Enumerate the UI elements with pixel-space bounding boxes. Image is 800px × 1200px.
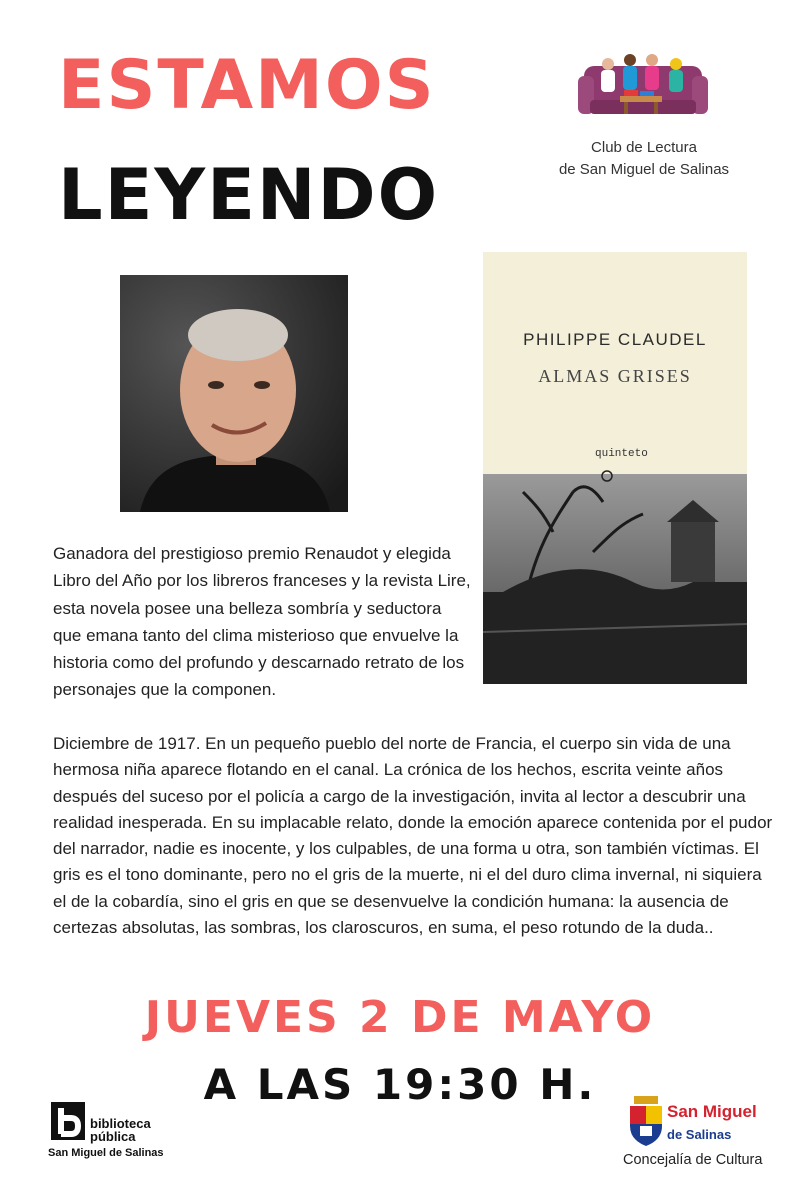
book-author: PHILIPPE CLAUDEL [523,330,707,349]
description-paragraph-2: Diciembre de 1917. En un pequeño pueblo del norte de Francia, el cuerpo sin vida de una hermosa niña aparece flotando en el canal. La crónica de los hechos, escrita veinte años después del suceso por el policía a cargo de la investigación, invita al lector a descubrir una realidad inesperada. En su implacable relato, donde la emoción aparece contenida por el pudor del narrador, nadie es inocente, y los culpables, de una forma u otra, son también víctimas. El gris es el tono dominante, pero no el gris de la muerte, ni el del duro clima invernal, ni siquiera el de la cobardía, sino el gris en que se desenvuelve la condición humana: la ausencia de certezas absolutas, las sombras, los claroscuros, en suma, el peso rotundo de la duda.. [53,734,773,938]
headline-estamos: ESTAMOS [58,46,436,125]
event-time: A LAS 19:30 H. [203,1060,597,1109]
book-cover [483,252,747,684]
council-department: Concejalía de Cultura [623,1152,763,1168]
book-title: ALMAS GRISES [538,366,692,386]
reading-club-logo [578,48,708,124]
event-date: JUEVES 2 DE MAYO [144,992,656,1043]
club-name-line1: Club de Lectura [591,139,697,156]
club-name-line2: de San Miguel de Salinas [558,161,730,178]
reading-club-sofa-icon [578,48,708,124]
coat-of-arms-icon [628,1096,664,1146]
library-town: San Miguel de Salinas [48,1147,164,1159]
library-b-icon [51,1102,85,1140]
book-publisher: quinteto [595,448,648,460]
council-name-line1: San Miguel [667,1102,757,1121]
town-council-logo [620,1094,780,1174]
author-portrait [120,275,348,512]
library-name-line1: biblioteca [90,1116,151,1131]
description-paragraph-1: Ganadora del prestigioso premio Renaudot y elegida Libro del Año por los libreros franceses y la revista Lire, esta novela posee una belleza sombría y seductora que emana tanto del clima misterioso que envuelve la historia como del profundo y descarnado retrato de los personajes que la componen. [53,544,471,700]
reading-club-name [540,137,748,181]
headline-leyendo: LEYENDO [58,154,440,236]
book-cover-landscape-photo [483,252,747,684]
council-name-line2: de Salinas [667,1127,732,1142]
library-name-line2: pública [90,1129,136,1144]
public-library-logo [48,1100,178,1170]
